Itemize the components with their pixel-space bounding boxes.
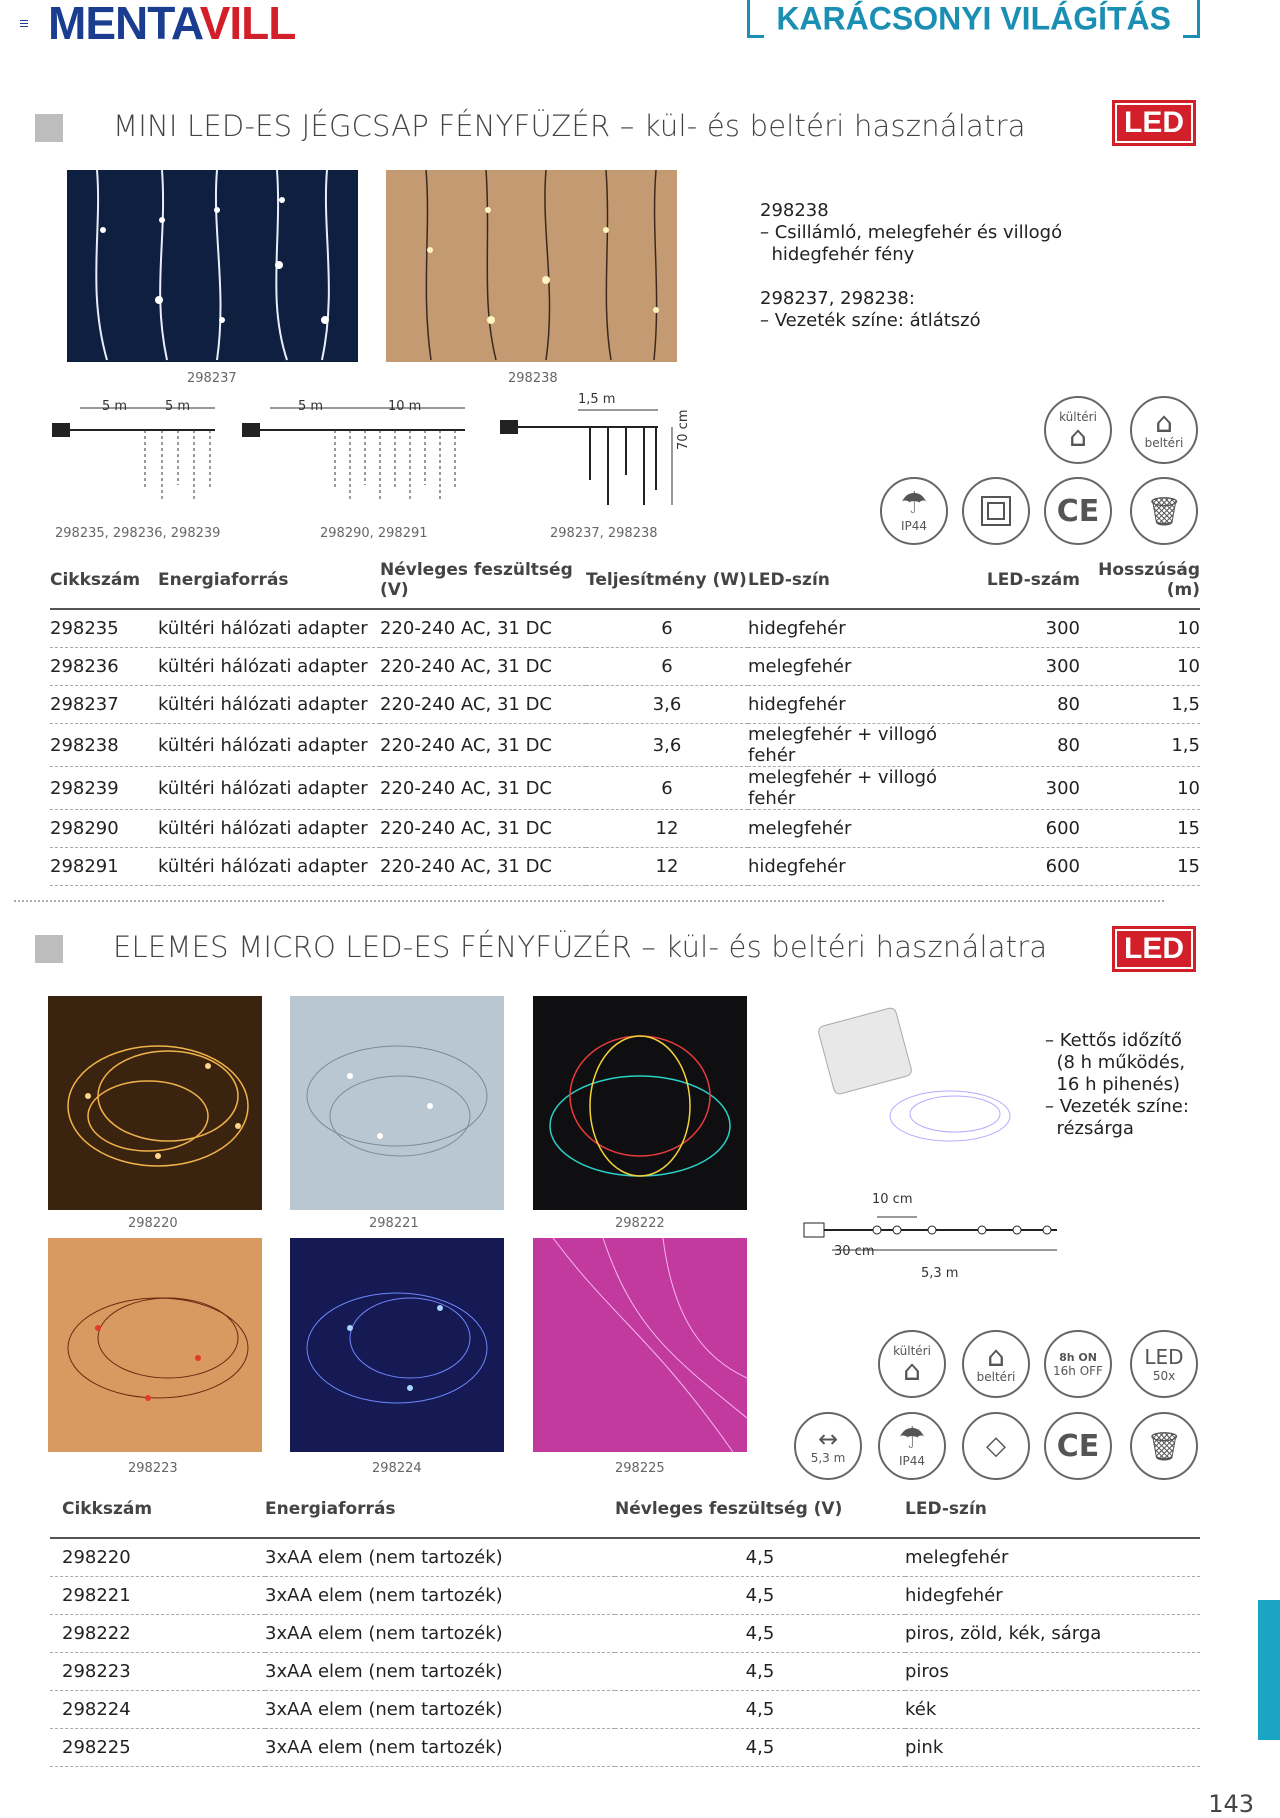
table-cell: hidegfehér — [748, 686, 980, 724]
table-cell: 3xAA elem (nem tartozék) — [265, 1653, 615, 1691]
table-row — [50, 1615, 1200, 1653]
dim-label: 70 cm — [676, 409, 691, 450]
indoor-icon: ⌂ beltéri — [1130, 396, 1198, 464]
table-cell: 10 — [1080, 767, 1200, 810]
table-cell: melegfehér — [748, 810, 980, 848]
table-cell: piros, zöld, kék, sárga — [905, 1615, 1200, 1653]
diagram-298235 — [50, 395, 220, 505]
table-cell: 298236 — [50, 648, 158, 686]
table-cell: 3xAA elem (nem tartozék) — [265, 1615, 615, 1653]
table-cell: 6 — [586, 648, 748, 686]
table-cell: 220-240 AC, 31 DC — [380, 810, 586, 848]
table-cell: 4,5 — [615, 1729, 905, 1767]
dim-label: 10 cm — [872, 1192, 913, 1207]
ip44-icon: ☂ IP44 — [878, 1412, 946, 1480]
battery-box-photo — [805, 996, 1030, 1171]
table-cell: 300 — [980, 648, 1080, 686]
photo-label: 298224 — [372, 1461, 422, 1476]
product-photo-298224 — [290, 1238, 504, 1452]
table-cell: melegfehér + villogó fehér — [748, 767, 980, 810]
table-cell: 3,6 — [586, 724, 748, 767]
table-row — [50, 686, 1200, 724]
table-cell: 220-240 AC, 31 DC — [380, 767, 586, 810]
col-header: Cikkszám — [50, 1481, 265, 1538]
diagram-298290 — [240, 395, 470, 505]
brand-logo: MENTAVILL — [48, 0, 296, 49]
photo-label: 298222 — [615, 1216, 665, 1231]
table-cell: kültéri hálózati adapter — [158, 686, 380, 724]
led-badge: LED — [1112, 926, 1196, 972]
col-header: Energiaforrás — [265, 1481, 615, 1538]
table-cell: 300 — [980, 767, 1080, 810]
led-badge: LED — [1112, 100, 1196, 146]
menu-icon[interactable] — [20, 20, 28, 27]
photo-label: 298238 — [508, 371, 558, 386]
product-photo-298225 — [533, 1238, 747, 1452]
length-icon: ↔ 5,3 m — [794, 1412, 862, 1480]
table-cell: 15 — [1080, 848, 1200, 886]
col-header: Névleges feszültség (V) — [380, 552, 586, 609]
table-cell: hidegfehér — [748, 848, 980, 886]
ce-icon: CE — [1044, 477, 1112, 545]
table-cell: 1,5 — [1080, 686, 1200, 724]
col-header: Cikkszám — [50, 552, 158, 609]
table-row — [50, 848, 1200, 886]
product-photo-298238 — [386, 170, 677, 362]
diagram-caption: 298235, 298236, 298239 — [55, 526, 221, 541]
outdoor-icon: kültéri ⌂ — [878, 1330, 946, 1398]
table-cell: 15 — [1080, 810, 1200, 848]
table-cell: kültéri hálózati adapter — [158, 609, 380, 648]
table-cell: kék — [905, 1691, 1200, 1729]
table-row — [50, 648, 1200, 686]
dim-label: 10 m — [388, 399, 422, 414]
product-note: – Kettős időzítő (8 h működés, 16 h pihenés) – Vezeték színe: rézsárga — [1045, 1030, 1189, 1139]
photo-label: 298237 — [187, 371, 237, 386]
table-row — [50, 1538, 1200, 1577]
product-table-1 — [50, 552, 1200, 886]
table-cell: 4,5 — [615, 1538, 905, 1577]
table-cell: 80 — [980, 724, 1080, 767]
class2-icon — [962, 477, 1030, 545]
table-cell: kültéri hálózati adapter — [158, 724, 380, 767]
table-cell: 6 — [586, 767, 748, 810]
table-cell: 12 — [586, 810, 748, 848]
dim-label: 1,5 m — [578, 392, 616, 407]
table-cell: 298239 — [50, 767, 158, 810]
led-count-icon: LED 50x — [1130, 1330, 1198, 1398]
table-cell: melegfehér + villogó fehér — [748, 724, 980, 767]
col-header: Energiaforrás — [158, 552, 380, 609]
dim-label: 30 cm — [834, 1244, 875, 1259]
product-photo-298223 — [48, 1238, 262, 1452]
table-cell: 298291 — [50, 848, 158, 886]
section1-title: MINI LED-ES JÉGCSAP FÉNYFÜZÉR – kül- és beltéri használatra — [113, 109, 1026, 143]
product-table-2 — [50, 1481, 1200, 1767]
table-cell: 3xAA elem (nem tartozék) — [265, 1691, 615, 1729]
table-cell: 220-240 AC, 31 DC — [380, 724, 586, 767]
section-marker — [35, 114, 63, 142]
side-tab — [1258, 1600, 1280, 1740]
col-header: Teljesítmény (W) — [586, 552, 748, 609]
table-cell: 220-240 AC, 31 DC — [380, 848, 586, 886]
ip44-icon: ☂ IP44 — [880, 477, 948, 545]
class3-icon: ◇ — [962, 1412, 1030, 1480]
table-cell: piros — [905, 1653, 1200, 1691]
outdoor-icon: kültéri ⌂ — [1044, 396, 1112, 464]
table-cell: 3xAA elem (nem tartozék) — [265, 1577, 615, 1615]
table-cell: 1,5 — [1080, 724, 1200, 767]
table-cell: 3xAA elem (nem tartozék) — [265, 1729, 615, 1767]
indoor-icon: ⌂ beltéri — [962, 1330, 1030, 1398]
weee-bin-icon: 🗑 — [1130, 477, 1198, 545]
table-cell: 3xAA elem (nem tartozék) — [265, 1538, 615, 1577]
table-cell: 6 — [586, 609, 748, 648]
table-cell: pink — [905, 1729, 1200, 1767]
table-cell: 220-240 AC, 31 DC — [380, 609, 586, 648]
table-row — [50, 767, 1200, 810]
table-cell: 4,5 — [615, 1577, 905, 1615]
table-cell: 300 — [980, 609, 1080, 648]
col-header: LED-szín — [905, 1481, 1200, 1538]
photo-label: 298225 — [615, 1461, 665, 1476]
table-cell: 3,6 — [586, 686, 748, 724]
diagram-caption: 298290, 298291 — [320, 526, 428, 541]
table-row — [50, 1729, 1200, 1767]
col-header: LED-szám — [980, 552, 1080, 609]
diagram-298237 — [498, 395, 678, 515]
table-cell: 298238 — [50, 724, 158, 767]
category-title: KARÁCSONYI VILÁGÍTÁS — [747, 0, 1200, 42]
table-cell: 298222 — [50, 1615, 265, 1653]
table-cell: 298221 — [50, 1577, 265, 1615]
table-cell: hidegfehér — [748, 609, 980, 648]
col-header: Névleges feszültség (V) — [615, 1481, 905, 1538]
table-cell: 600 — [980, 848, 1080, 886]
table-cell: 298225 — [50, 1729, 265, 1767]
product-photo-298221 — [290, 996, 504, 1210]
product-photo-298237 — [67, 170, 358, 362]
table-row — [50, 1577, 1200, 1615]
table-cell: 80 — [980, 686, 1080, 724]
dim-label: 5,3 m — [921, 1266, 959, 1281]
section-marker — [35, 935, 63, 963]
table-cell: 4,5 — [615, 1691, 905, 1729]
photo-label: 298220 — [128, 1216, 178, 1231]
table-cell: 298237 — [50, 686, 158, 724]
table-cell: 10 — [1080, 648, 1200, 686]
table-cell: kültéri hálózati adapter — [158, 767, 380, 810]
section2-title: ELEMES MICRO LED-ES FÉNYFÜZÉR – kül- és beltéri használatra — [113, 930, 1048, 964]
table-cell: 220-240 AC, 31 DC — [380, 686, 586, 724]
table-cell: 600 — [980, 810, 1080, 848]
table-row — [50, 1691, 1200, 1729]
section-divider — [14, 900, 1164, 902]
dim-label: 5 m — [102, 399, 128, 414]
table-cell: 298235 — [50, 609, 158, 648]
table-cell: 12 — [586, 848, 748, 886]
table-row — [50, 1653, 1200, 1691]
table-cell: melegfehér — [748, 648, 980, 686]
photo-label: 298221 — [369, 1216, 419, 1231]
table-cell: 4,5 — [615, 1653, 905, 1691]
table-cell: hidegfehér — [905, 1577, 1200, 1615]
product-photo-298220 — [48, 996, 262, 1210]
product-note: 298238 – Csillámló, melegfehér és villogó hidegfehér fény — [760, 200, 1063, 265]
dim-label: 5 m — [165, 399, 191, 414]
table-cell: 4,5 — [615, 1615, 905, 1653]
table-cell: kültéri hálózati adapter — [158, 648, 380, 686]
table-cell: 10 — [1080, 609, 1200, 648]
product-photo-298222 — [533, 996, 747, 1210]
diagram-caption: 298237, 298238 — [550, 526, 658, 541]
product-note: 298237, 298238: – Vezeték színe: átlátszó — [760, 288, 981, 331]
table-cell: 298290 — [50, 810, 158, 848]
table-cell: 220-240 AC, 31 DC — [380, 648, 586, 686]
table-cell: melegfehér — [905, 1538, 1200, 1577]
table-cell: kültéri hálózati adapter — [158, 848, 380, 886]
col-header: Hosszúság (m) — [1080, 552, 1200, 609]
dim-label: 5 m — [298, 399, 324, 414]
col-header: LED-szín — [748, 552, 980, 609]
table-cell: kültéri hálózati adapter — [158, 810, 380, 848]
table-row — [50, 609, 1200, 648]
table-row — [50, 724, 1200, 767]
table-cell: 298224 — [50, 1691, 265, 1729]
table-cell: 298220 — [50, 1538, 265, 1577]
weee-bin-icon: 🗑 — [1130, 1412, 1198, 1480]
ce-icon: CE — [1044, 1412, 1112, 1480]
timer-icon: 8h ON 16h OFF — [1044, 1330, 1112, 1398]
table-row — [50, 810, 1200, 848]
page-number: 143 — [1208, 1790, 1254, 1818]
photo-label: 298223 — [128, 1461, 178, 1476]
table-cell: 298223 — [50, 1653, 265, 1691]
